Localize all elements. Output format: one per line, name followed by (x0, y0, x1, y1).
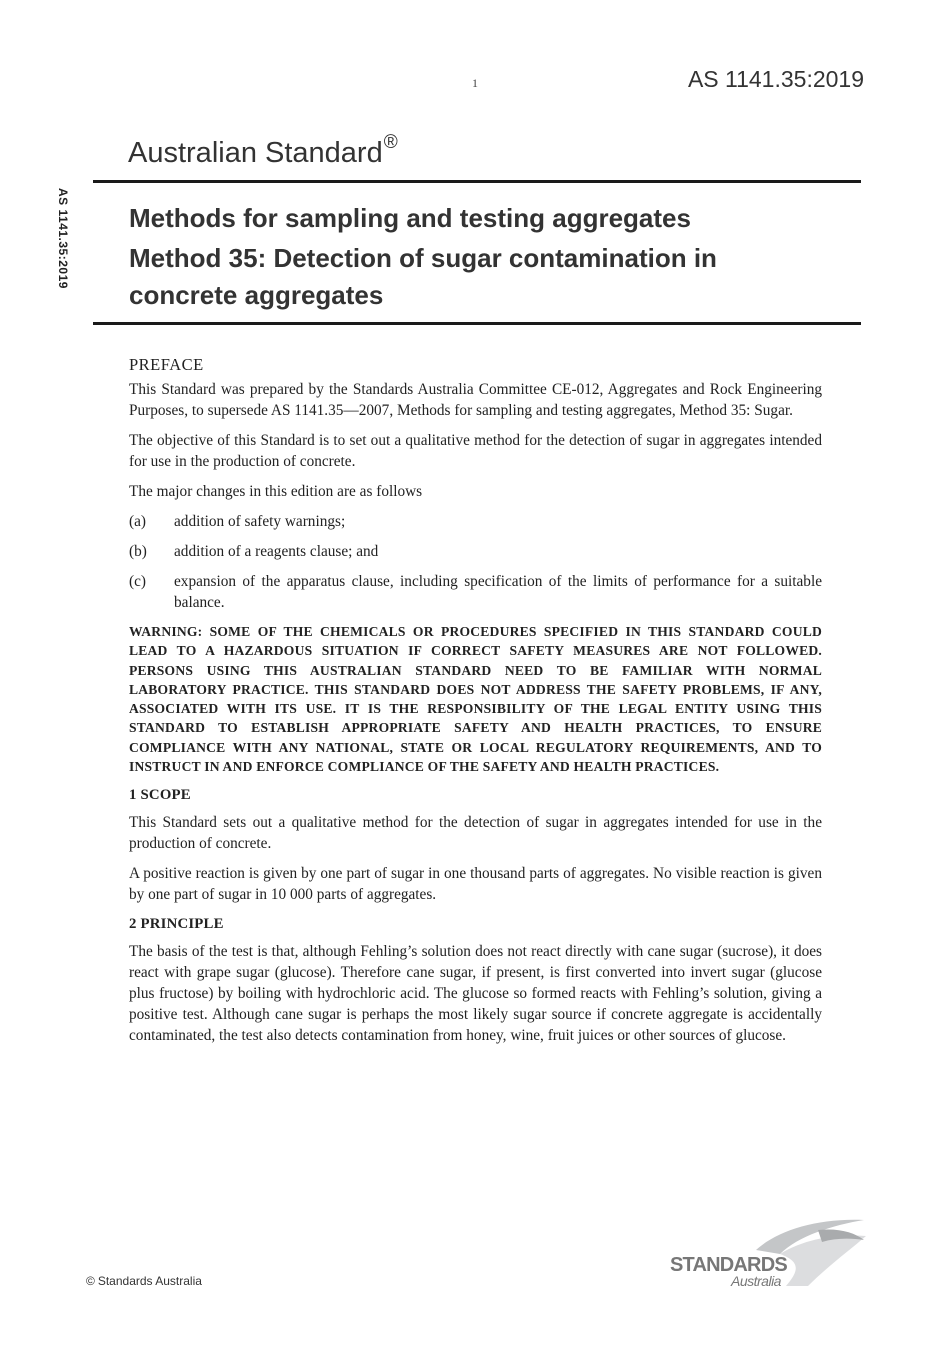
series-heading (128, 132, 398, 170)
list-label: (c) (129, 573, 146, 590)
list-text: expansion of the apparatus clause, including specification of the limits of performance for a suitable balance. (174, 573, 822, 611)
title-line-2: Method 35: Detection of sugar contamination in (129, 243, 717, 273)
list-item (129, 571, 822, 613)
principle-paragraph: The basis of the test is that, although Fehling’s solution does not react directly with cane sugar (sucrose), it does react with grape sugar (glucose). Therefore cane sugar, if present, is first converted into invert sugar (glucose plus fructose) by boiling with hydrochloric acid. The glucose so formed reacts with Fehling’s solution, giving a positive test. Although cane sugar is perhaps the most likely sugar source if concrete aggregate is accidentally contaminated, the test also detects contamination from honey, wine, fruit juices or other sources of glucose. (129, 943, 822, 1045)
preface-paragraph: The objective of this Standard is to set out a qualitative method for the detection of sugar in aggregates intended for use in the production of concrete. (129, 432, 822, 470)
logo-wordmark: STANDARDS (670, 1254, 787, 1276)
list-text: addition of safety warnings; (174, 513, 346, 530)
scope-paragraph: A positive reaction is given by one part of sugar in one thousand parts of aggregates. No visible reaction is given by one part of sugar in 10 000 parts of aggregates. (129, 865, 822, 904)
page-number: 1 (472, 76, 478, 90)
title-line-3: concrete aggregates (129, 280, 384, 310)
list-label: (b) (129, 543, 147, 560)
copyright-text: Standards Australia (97, 1274, 202, 1288)
standard-number: AS 1141.35:2019 (687, 66, 864, 92)
title-rule-top (93, 180, 861, 183)
preface-paragraph: This Standard was prepared by the Standards Australia Committee CE-012, Aggregates and Rock Engineering Purposes, to supersede AS 1141.35—2007, Methods for sampling and testing aggregates, Method 35: Sugar. (129, 381, 822, 419)
logo-subtitle: Australia (731, 1273, 781, 1289)
list-label: (a) (129, 513, 146, 530)
list-item (129, 541, 822, 562)
copyright-notice (86, 1274, 202, 1288)
preface-paragraph: The major changes in this edition are as follows (129, 483, 423, 500)
registered-mark: ® (383, 132, 398, 153)
changes-list (129, 511, 822, 613)
copyright-icon: © (86, 1274, 95, 1288)
body-content (129, 354, 822, 1055)
side-standard-label: AS 1141.35:2019 (56, 188, 70, 289)
principle-heading: 2 PRINCIPLE (129, 916, 224, 933)
series-label: Australian Standard (128, 137, 383, 169)
list-item (129, 511, 822, 532)
list-text: addition of a reagents clause; and (174, 543, 379, 560)
title-line-1: Methods for sampling and testing aggregates (129, 203, 691, 233)
scope-paragraph: This Standard sets out a qualitative method for the detection of sugar in aggregates intended for use in the production of concrete. (129, 814, 822, 853)
preface-heading: PREFACE (129, 355, 204, 374)
scope-heading: 1 SCOPE (129, 787, 191, 804)
document-title (129, 198, 849, 312)
title-rule-bottom (93, 322, 861, 325)
safety-warning: WARNING: SOME OF THE CHEMICALS OR PROCEDURES SPECIFIED IN THIS STANDARD COULD LEAD TO A HAZARDOUS SITUATION IF CORRECT SAFETY MEASURES ARE NOT FOLLOWED. PERSONS USING THIS AUSTRALIAN STANDARD NEED TO BE FAMILIAR WITH NORMAL LABORATORY PRACTICE. THIS STANDARD DOES NOT ADDRESS THE SAFETY PROBLEMS, IF ANY, ASSOCIATED WITH ITS USE. IT IS THE RESPONSIBILITY OF THE LEGAL ENTITY USING THIS STANDARD TO ESTABLISH APPROPRIATE SAFETY AND HEALTH PRACTICES, TO ENSURE COMPLIANCE WITH ANY NATIONAL, STATE OR LOCAL REGULATORY REQUIREMENTS, AND TO INSTRUCT IN AND ENFORCE COMPLIANCE OF THE SAFETY AND HEALTH PRACTICES. (129, 624, 822, 775)
